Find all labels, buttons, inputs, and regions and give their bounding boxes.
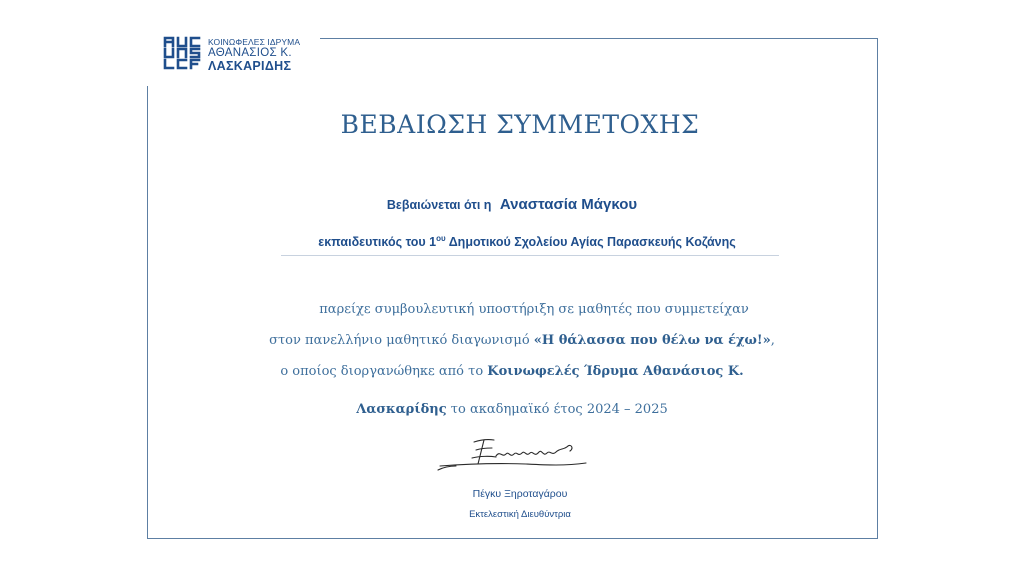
logo-mark-icon: [163, 36, 203, 70]
attestation-line: [0, 196, 1024, 214]
signer-role: Εκτελεστική Διευθύντρια: [469, 509, 571, 520]
ordinal-superscript: ου: [436, 234, 446, 243]
certificate-title: ΒΕΒΑΙΩΣΗ ΣΥΜΜΕΤΟΧΗΣ: [340, 110, 700, 139]
body-line-3: [0, 364, 1024, 379]
foundation-logo: [163, 36, 300, 73]
academic-year-text: το ακαδημαϊκό έτος 2024 – 2025: [446, 402, 668, 417]
teacher-line: [0, 234, 1024, 249]
signer-name: Πέγκυ Ξηροταγάρου: [472, 488, 568, 500]
body-line-2: [10, 333, 1024, 348]
logo-line-2: ΑΘΑΝΑΣΙΟΣ Κ.: [208, 46, 292, 59]
frame-bottom-border: [147, 538, 878, 539]
logo-line-1: ΚΟΙΝΩΦΕΛΕΣ ΙΔΡΥΜΑ: [208, 37, 301, 47]
body-line-3-text: ο οποίος διοργανώθηκε από το: [280, 364, 488, 379]
body-line-4: [0, 402, 1024, 417]
frame-top-border: [320, 38, 878, 39]
school-name: Δημοτικού Σχολείου Αγίας Παρασκευής Κοζάνης: [445, 235, 736, 250]
body-line-2-text: στον πανελλήνιο μαθητικό διαγωνισμό: [269, 333, 534, 348]
signature-image: [436, 436, 592, 478]
foundation-name: Κοινωφελές Ίδρυμα Αθανάσιος Κ.: [487, 364, 744, 379]
body-line-1: παρείχε συμβουλευτική υποστήριξη σε μαθητές που συμμετείχαν: [319, 302, 749, 317]
attestation-prefix: Βεβαιώνεται ότι η: [386, 198, 492, 212]
logo-wordmark: [208, 38, 300, 73]
underline-rule: [281, 255, 779, 256]
contest-name: «Η θάλασσα που θέλω να έχω!»: [533, 333, 771, 348]
foundation-surname: Λασκαρίδης: [356, 402, 447, 417]
body-line-2-punct: ,: [770, 333, 775, 348]
logo-line-3: ΛΑΣΚΑΡΙΔΗΣ: [208, 59, 292, 73]
teacher-line-text: εκπαιδευτικός του 1: [318, 235, 437, 250]
recipient-name: Αναστασία Μάγκου: [499, 196, 638, 213]
